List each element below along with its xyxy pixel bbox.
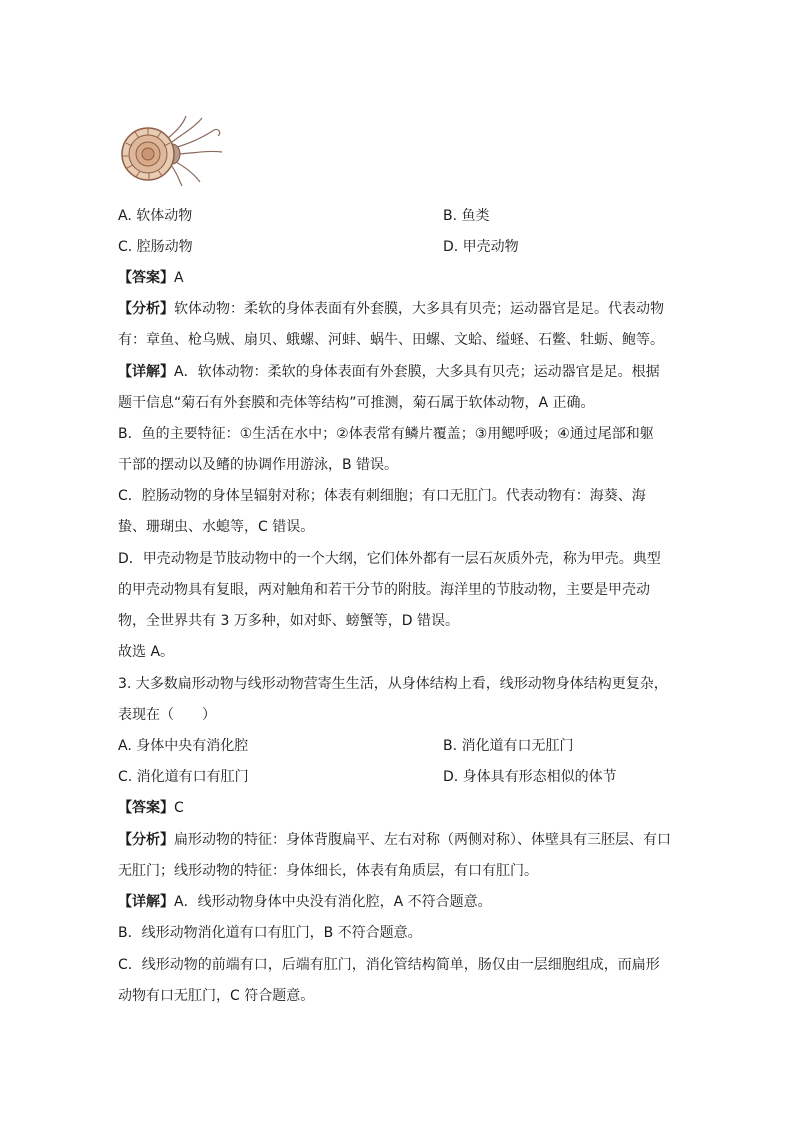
q3-detail-line: C．线形动物的前端有口，后端有肛门，消化管结构简单，肠仅由一层细胞组成，而扁形 <box>118 957 660 973</box>
q3-analysis-cont: 无肛门；线形动物的特征：身体细长，体表有角质层，有口有肛门。 <box>118 863 538 879</box>
q3-option-a: A. 身体中央有消化腔 <box>118 738 249 754</box>
q2-detail-line: 题干信息“菊石有外套膜和壳体等结构”可推测，菊石属于软体动物，A 正确。 <box>118 395 595 411</box>
analysis-text: 软体动物：柔软的身体表面有外套膜，大多具有贝壳；运动器官是足。代表动物 <box>174 301 664 317</box>
analysis-text: 扁形动物的特征：身体背腹扁平、左右对称（两侧对称）、体壁具有三胚层、有口 <box>174 832 671 848</box>
answer-tag: 【答案】 <box>118 270 174 286</box>
q3-stem: 3. 大多数扁形动物与线形动物营寄生生活，从身体结构上看，线形动物身体结构更复杂， <box>118 676 668 692</box>
answer-value: C <box>174 800 184 816</box>
q2-detail-line: C．腔肠动物的身体呈辐射对称；体表有刺细胞；有口无肛门。代表动物有：海葵、海 <box>118 488 646 504</box>
q2-conclusion: 故选 A。 <box>118 644 175 660</box>
q2-option-c: C. 腔肠动物 <box>118 239 193 255</box>
q2-analysis-cont: 有：章鱼、枪乌贼、扇贝、蛾螺、河蚌、蜗牛、田螺、文蛤、缢蛏、石鳖、牡蛎、鲍等。 <box>118 332 664 348</box>
detail-text: A．线形动物身体中央没有消化腔，A 不符合题意。 <box>174 894 492 910</box>
ammonite-illustration <box>118 108 234 190</box>
q2-detail-line: 蛰、珊瑚虫、水螅等，C 错误。 <box>118 519 315 535</box>
q3-detail-line: 动物有口无肛门，C 符合题意。 <box>118 988 315 1004</box>
analysis-tag: 【分析】 <box>118 832 174 848</box>
q2-detail-line: D．甲壳动物是节肢动物中的一个大纲，它们体外都有一层石灰质外壳，称为甲壳。典型 <box>118 551 661 567</box>
q2-detail-line: 的甲壳动物具有复眼，两对触角和若干分节的附肢。海洋里的节肢动物，主要是甲壳动 <box>118 582 650 598</box>
analysis-tag: 【分析】 <box>118 301 174 317</box>
q2-detail <box>118 362 678 382</box>
q3-stem-cont: 表现在（ ） <box>118 707 216 723</box>
q3-option-d: D. 身体具有形态相似的体节 <box>443 769 617 785</box>
q2-answer <box>118 268 678 288</box>
q3-answer <box>118 798 678 818</box>
q3-option-c: C. 消化道有口有肛门 <box>118 769 249 785</box>
q2-option-b: B. 鱼类 <box>443 208 490 224</box>
detail-tag: 【详解】 <box>118 894 174 910</box>
detail-tag: 【详解】 <box>118 364 174 380</box>
q2-option-d: D. 甲壳动物 <box>443 239 519 255</box>
q2-analysis <box>118 299 678 319</box>
q3-detail <box>118 892 678 912</box>
detail-text: A．软体动物：柔软的身体表面有外套膜，大多具有贝壳；运动器官是足。根据 <box>174 364 660 380</box>
q2-detail-line: 干部的摆动以及鳍的协调作用游泳，B 错误。 <box>118 457 399 473</box>
q2-detail-line: B．鱼的主要特征：①生活在水中；②体表常有鳞片覆盖；③用鳃呼吸；④通过尾部和躯 <box>118 426 654 442</box>
answer-tag: 【答案】 <box>118 800 174 816</box>
q3-option-b: B. 消化道有口无肛门 <box>443 738 574 754</box>
q3-analysis <box>118 830 678 850</box>
q2-option-a: A. 软体动物 <box>118 208 193 224</box>
answer-value: A <box>174 270 184 286</box>
q2-detail-line: 物，全世界共有 3 万多种，如对虾、螃蟹等，D 错误。 <box>118 613 460 629</box>
q3-detail-line: B．线形动物消化道有口有肛门，B 不符合题意。 <box>118 925 422 941</box>
